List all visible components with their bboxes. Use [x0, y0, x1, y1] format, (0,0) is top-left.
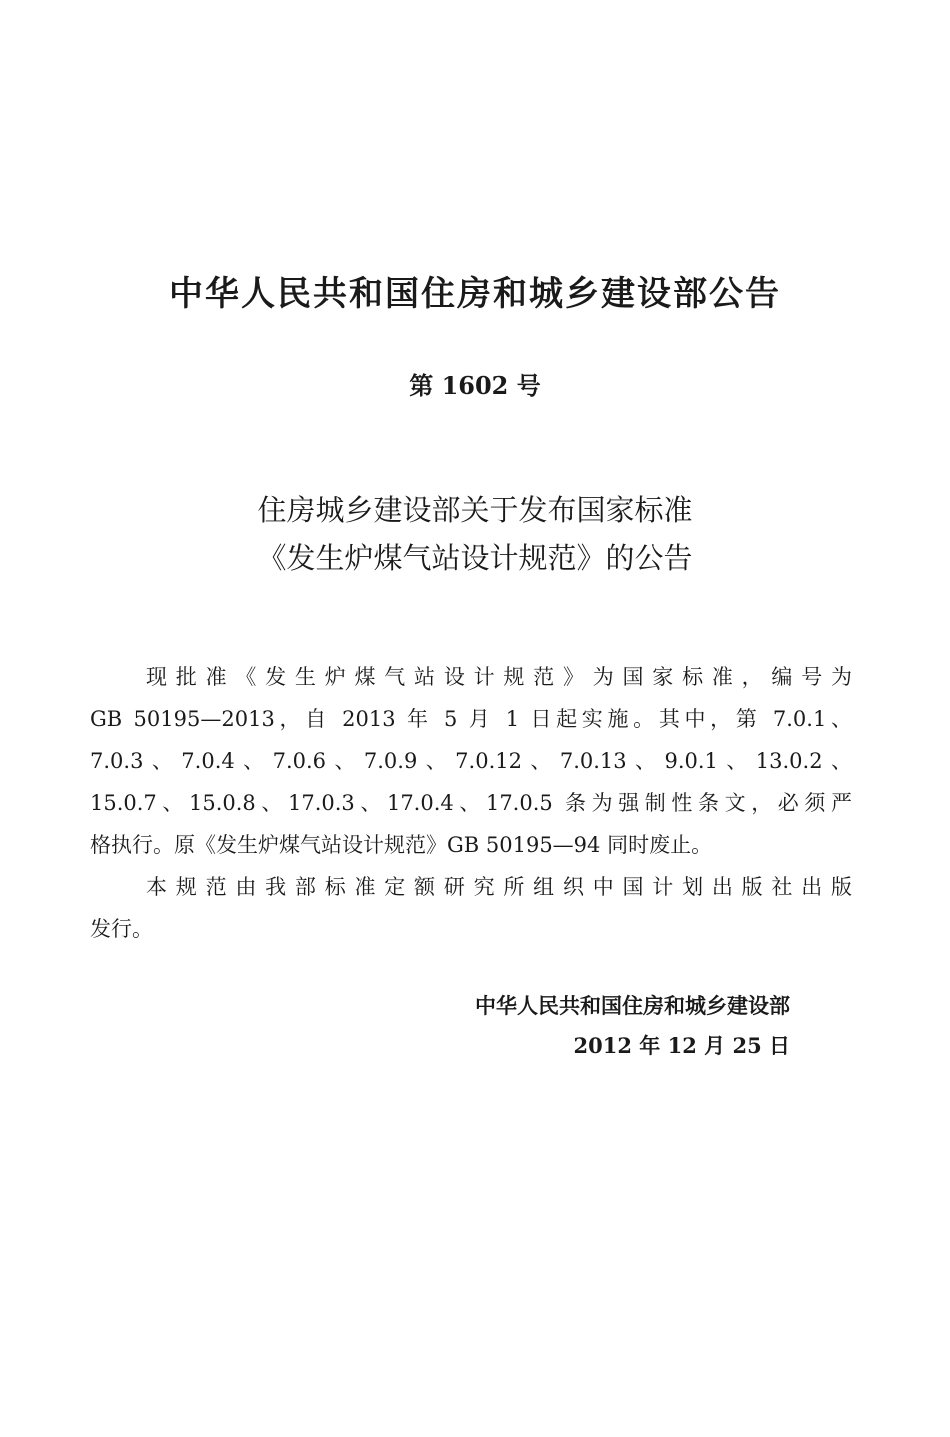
- issue-date: 2012 年 12 月 25 日: [573, 1033, 790, 1058]
- body-paragraph-1-line: 7.0.3、7.0.4、7.0.6、7.0.9、7.0.12、7.0.13、9.0.1、13.0.2、: [90, 749, 852, 773]
- announcement-body: [90, 656, 852, 950]
- announcement-subtitle: [0, 486, 950, 582]
- announcement-number: 第 1602 号: [409, 371, 541, 400]
- issuer-name: 中华人民共和国住房和城乡建设部: [475, 994, 790, 1018]
- subtitle-line-2: 《发生炉煤气站设计规范》的公告: [257, 541, 693, 575]
- body-paragraph-1-line: GB 50195—2013，自 2013 年 5 月 1 日起实施。其中，第 7.0.1、: [90, 707, 852, 731]
- subtitle-line-1: 住房城乡建设部关于发布国家标准: [257, 493, 693, 527]
- body-paragraph-1-line: 现批准《发生炉煤气站设计规范》为国家标准，编号为: [146, 665, 852, 689]
- body-paragraph-1-line: 格执行。原《发生炉煤气站设计规范》GB 50195—94 同时废止。: [90, 833, 713, 857]
- body-paragraph-1-line: 15.0.7、15.0.8、17.0.3、17.0.4、17.0.5 条为强制性条文，必须严: [90, 791, 852, 815]
- announcement-headline: 中华人民共和国住房和城乡建设部公告: [169, 274, 781, 314]
- body-paragraph-2-line: 本规范由我部标准定额研究所组织中国计划出版社出版: [146, 875, 852, 899]
- body-paragraph-2-line: 发行。: [90, 917, 153, 941]
